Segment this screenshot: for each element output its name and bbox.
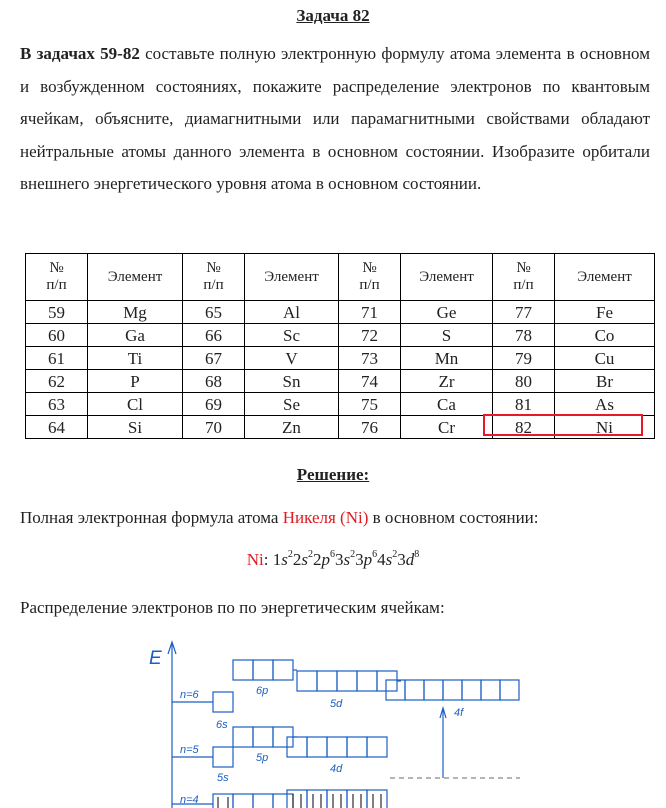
level-label: n=5 (180, 744, 199, 756)
page-title: Задача 82 (296, 6, 370, 25)
solution-heading: Решение: (296, 465, 370, 484)
table-row (26, 347, 655, 370)
table-cell: 81 (493, 393, 555, 416)
table-cell: Ni (555, 416, 655, 439)
table-cell: 67 (183, 347, 245, 370)
orbital-5s (213, 747, 233, 767)
table-cell: 75 (339, 393, 401, 416)
header-element: Элемент (555, 254, 655, 301)
header-element: Элемент (88, 254, 183, 301)
orbital-6s (213, 692, 233, 712)
table-cell: 59 (26, 301, 88, 324)
table-cell: Si (88, 416, 183, 439)
table-cell: 61 (26, 347, 88, 370)
table-cell: Al (245, 301, 339, 324)
table-cell: 62 (26, 370, 88, 393)
table-cell: 78 (493, 324, 555, 347)
table-cell: 76 (339, 416, 401, 439)
table-cell: 77 (493, 301, 555, 324)
table-cell: Ga (88, 324, 183, 347)
orbital-diagram (0, 630, 666, 808)
table-cell: S (401, 324, 493, 347)
table-cell: Br (555, 370, 655, 393)
header-num: № п/п (339, 254, 401, 301)
table-cell: Ca (401, 393, 493, 416)
table-header-row (26, 254, 655, 301)
table-cell: 71 (339, 301, 401, 324)
header-element: Элемент (401, 254, 493, 301)
table-cell: Ti (88, 347, 183, 370)
task-paragraph (20, 38, 650, 201)
table-cell: Sc (245, 324, 339, 347)
table-cell: 74 (339, 370, 401, 393)
task-text: составьте полную электронную формулу атома элемента в основном и возбужденном состояниях, покажите распределение электронов по квантовым ячейкам, объясните, диамагнитными или парамагнитными свойствами обладают нейтральные атомы данного элемента в основном состоянии. Изобразите орбитали внешнего энергетического уровня атома в основном состоянии. (20, 44, 650, 193)
table-cell: Fe (555, 301, 655, 324)
sublevel-label: 5p (256, 752, 269, 764)
table-row (26, 393, 655, 416)
table-cell: 68 (183, 370, 245, 393)
table-cell: 65 (183, 301, 245, 324)
element-name: Никеля (Ni) (282, 508, 369, 527)
formula-colon: : (263, 550, 273, 569)
table-cell: 73 (339, 347, 401, 370)
solution-line-post: в основном состоянии: (368, 508, 539, 527)
table-cell: 60 (26, 324, 88, 347)
table-cell: Cu (555, 347, 655, 370)
table-cell: Cl (88, 393, 183, 416)
table-cell: Cr (401, 416, 493, 439)
elements-table (25, 253, 655, 439)
table-row (26, 324, 655, 347)
table-cell: Sn (245, 370, 339, 393)
table-cell: Se (245, 393, 339, 416)
table-cell: 69 (183, 393, 245, 416)
level-label: n=6 (180, 689, 199, 701)
formula-symbol: Ni (246, 550, 264, 569)
table-row (26, 416, 655, 439)
header-num: № п/п (26, 254, 88, 301)
table-cell: Zr (401, 370, 493, 393)
table-cell: 64 (26, 416, 88, 439)
sublevel-label: 6p (256, 685, 269, 697)
level-label: n=4 (180, 794, 199, 806)
table-cell: 70 (183, 416, 245, 439)
table-row (26, 370, 655, 393)
table-cell: V (245, 347, 339, 370)
table-cell: Mg (88, 301, 183, 324)
table-cell: As (555, 393, 655, 416)
table-cell: 79 (493, 347, 555, 370)
table-cell: Zn (245, 416, 339, 439)
distribution-line: Распределение электронов по по энергетическим ячейкам: (20, 598, 445, 617)
table-cell: Mn (401, 347, 493, 370)
table-cell: Ge (401, 301, 493, 324)
table-cell: Co (555, 324, 655, 347)
header-num: № п/п (493, 254, 555, 301)
sublevel-label: 5s (217, 772, 229, 784)
table-cell: 72 (339, 324, 401, 347)
sublevel-label: 6s (216, 719, 228, 731)
table-row (26, 301, 655, 324)
table-cell: 82 (493, 416, 555, 439)
table-cell: 66 (183, 324, 245, 347)
header-num: № п/п (183, 254, 245, 301)
table-cell: 80 (493, 370, 555, 393)
axis-label: E (149, 648, 162, 669)
table-cell: 63 (26, 393, 88, 416)
solution-line (20, 508, 539, 528)
electron-formula: Ni: $1s^22s^22p^63s^23p^64s^23d^8$ (246, 549, 420, 569)
sublevel-label: 5d (330, 698, 343, 710)
task-range: В задачах 59-82 (20, 44, 140, 63)
table-cell: P (88, 370, 183, 393)
solution-line-pre: Полная электронная формула атома (20, 508, 283, 527)
header-element: Элемент (245, 254, 339, 301)
sublevel-label: 4d (330, 763, 343, 775)
sublevel-label: 4f (454, 707, 464, 719)
